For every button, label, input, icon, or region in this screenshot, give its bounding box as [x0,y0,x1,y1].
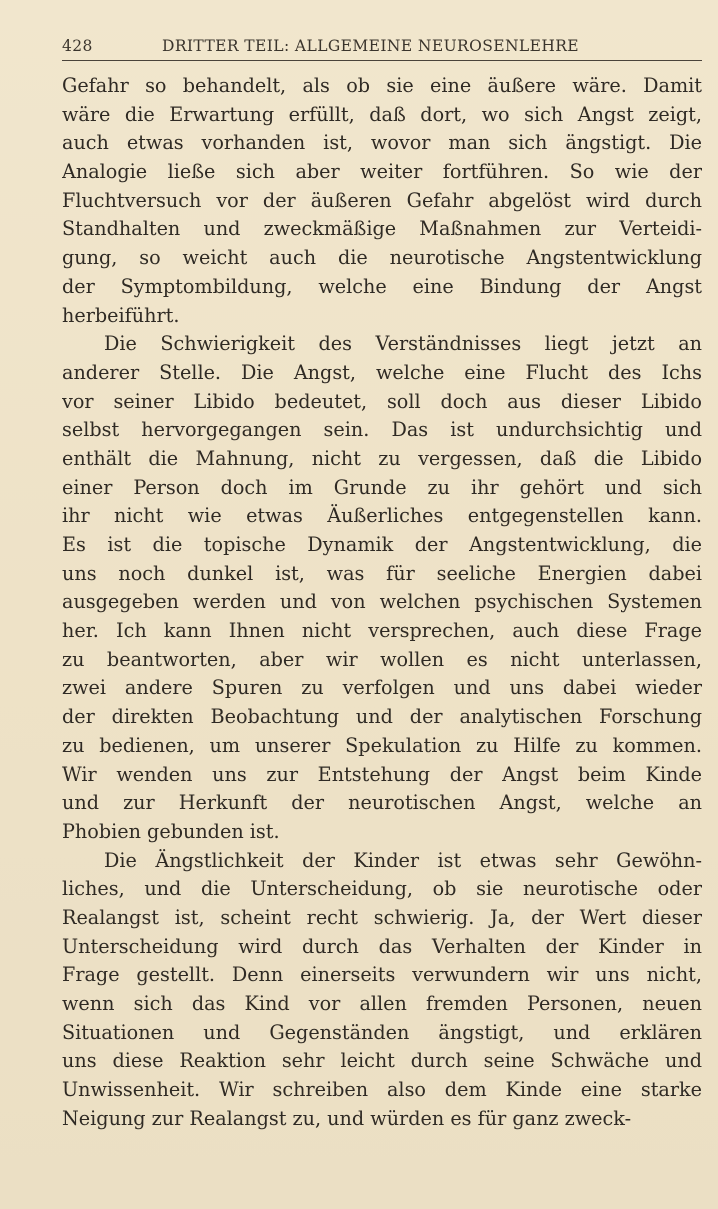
text-line: einer Person doch im Grunde zu ihr gehört und sich [62,475,702,499]
text-line: Situationen und Gegenständen ängstigt, und erklären [62,1020,702,1044]
text-line: gung, so weicht auch die neurotische Angstentwicklung [62,246,702,270]
text-line: uns diese Reaktion sehr leicht durch seine Schwäche und [62,1049,702,1073]
text-line: Unwissenheit. Wir schreiben also dem Kinde eine starke [62,1078,702,1102]
text-line: Analogie ließe sich aber weiter fortführen. So wie der [62,160,702,184]
text-line: vor seiner Libido bedeutet, soll doch aus dieser Libido [62,389,702,413]
text-line: der Symptombildung, welche eine Bindung der Angst [62,274,702,298]
text-line: ihr nicht wie etwas Äußerliches entgegenstellen kann. [62,504,702,528]
page-number: 428 [62,37,93,55]
text-line: zu beantworten, aber wir wollen es nicht unterlassen, [62,647,702,671]
text-line: her. Ich kann Ihnen nicht versprechen, auch diese Frage [62,619,702,643]
body-text [62,72,702,1133]
text-line: Gefahr so behandelt, als ob sie eine äußere wäre. Damit [62,74,702,97]
text-line: Wir wenden uns zur Entstehung der Angst beim Kinde [62,762,702,786]
text-line: wenn sich das Kind vor allen fremden Personen, neuen [62,992,702,1015]
text-line: und zur Herkunft der neurotischen Angst, welche an [62,791,702,815]
text-line: Die Schwierigkeit des Verständnisses liegt jetzt an [104,332,702,356]
text-line: ausgegeben werden und von welchen psychischen Systemen [62,590,702,614]
text-line: enthält die Mahnung, nicht zu vergessen, daß die Libido [62,446,702,470]
text-line: Es ist die topische Dynamik der Angstentwicklung, die [62,533,702,556]
text-line: Frage gestellt. Denn einerseits verwundern wir uns nicht, [62,963,702,987]
text-line: liches, und die Unterscheidung, ob sie neurotische oder [62,877,702,901]
text-line: Unterscheidung wird durch das Verhalten der Kinder in [62,934,702,958]
text-line: Standhalten und zweckmäßige Maßnahmen zur Verteidi- [62,217,702,241]
text-line: uns noch dunkel ist, was für seeliche Energien dabei [62,561,702,585]
text-line: zu bedienen, um unserer Spekulation zu Hilfe zu kommen. [62,733,702,757]
running-title: DRITTER TEIL: ALLGEMEINE NEUROSENLEHRE [162,37,580,55]
header-rule [62,60,702,61]
text-line: auch etwas vorhanden ist, wovor man sich ängstigt. Die [62,131,702,155]
text-line: zwei andere Spuren zu verfolgen und uns dabei wieder [62,676,702,700]
text-line: Phobien gebunden ist. [62,819,280,843]
text-line: Die Ängstlichkeit der Kinder ist etwas sehr Gewöhn- [104,848,702,872]
text-line: der direkten Beobachtung und der analytischen Forschung [62,705,702,729]
text-line: anderer Stelle. Die Angst, welche eine Flucht des Ichs [62,360,702,384]
paragraph [62,330,702,846]
paragraph [62,847,702,1134]
text-line: selbst hervorgegangen sein. Das ist undurchsichtig und [62,418,702,442]
text-line: Fluchtversuch vor der äußeren Gefahr abgelöst wird durch [62,188,702,212]
text-line: wäre die Erwartung erfüllt, daß dort, wo sich Angst zeigt, [62,102,702,126]
text-line: Realangst ist, scheint recht schwierig. Ja, der Wert dieser [62,905,702,929]
running-header [62,34,702,58]
text-line: Neigung zur Realangst zu, und würden es für ganz zweck- [62,1106,632,1130]
paragraph [62,72,702,330]
text-line: herbeiführt. [62,303,180,327]
